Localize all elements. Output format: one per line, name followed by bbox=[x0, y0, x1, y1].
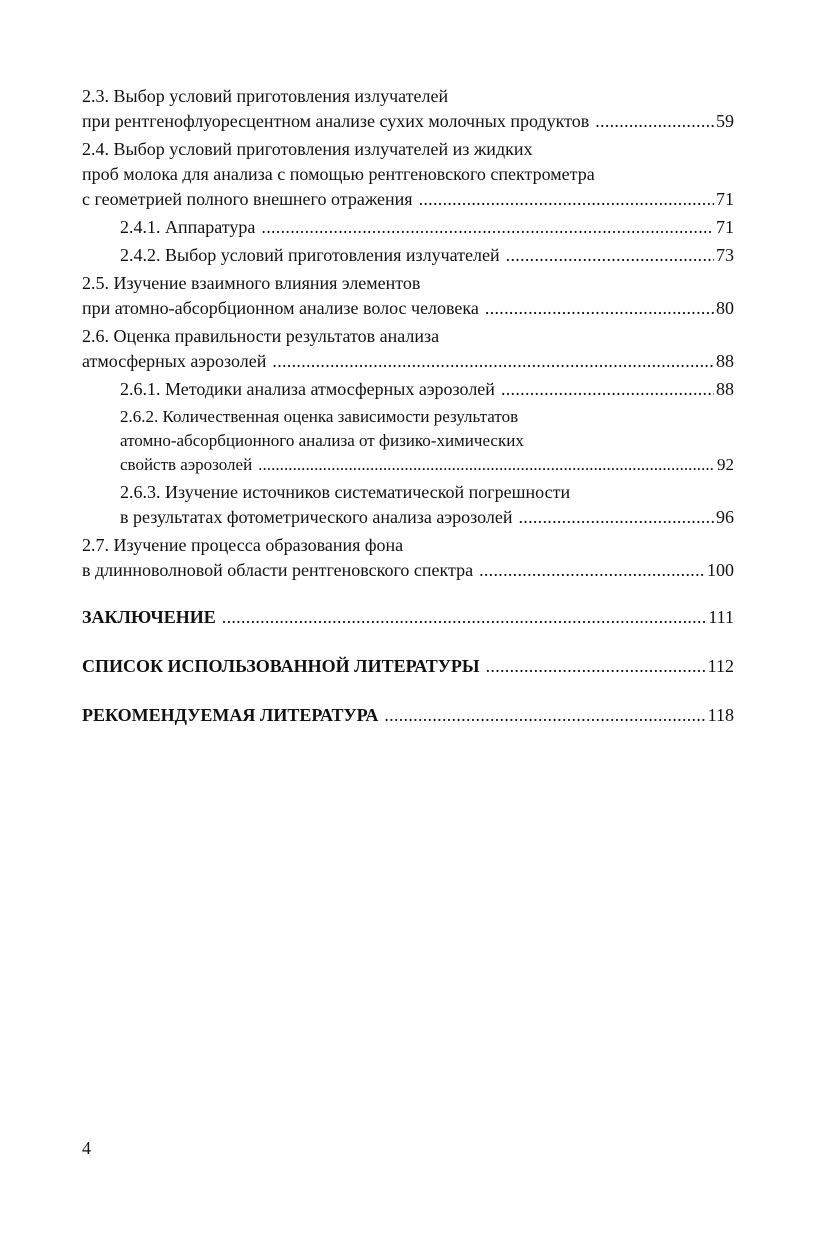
toc-entry-line bbox=[82, 349, 734, 374]
toc-page-number: 80 bbox=[716, 298, 734, 318]
toc-entry bbox=[82, 271, 734, 321]
toc-entry-text: ЗАКЛЮЧЕНИЕ bbox=[82, 607, 216, 627]
toc-section-heading bbox=[82, 654, 734, 679]
dot-leader bbox=[485, 296, 714, 321]
toc-entry bbox=[82, 480, 734, 530]
toc-entry bbox=[82, 377, 734, 402]
toc-entry-text: 2.4.2. Выбор условий приготовления излучателей bbox=[120, 245, 500, 265]
dot-leader bbox=[419, 187, 714, 212]
toc-entry-text: СПИСОК ИСПОЛЬЗОВАННОЙ ЛИТЕРАТУРЫ bbox=[82, 656, 480, 676]
toc-entry-line bbox=[120, 243, 734, 268]
table-of-contents bbox=[82, 84, 734, 728]
toc-entry-line bbox=[82, 654, 734, 679]
toc-entry-line bbox=[120, 215, 734, 240]
toc-entry-text: 2.6. Оценка правильности результатов анализа bbox=[82, 326, 440, 346]
toc-entry-text: атмосферных аэрозолей bbox=[82, 351, 267, 371]
toc-entry bbox=[82, 137, 734, 212]
dot-leader bbox=[384, 703, 705, 728]
toc-entry-text: в длинноволновой области рентгеновского спектра bbox=[82, 560, 474, 580]
toc-entry-text: 2.6.3. Изучение источников систематической погрешности bbox=[120, 482, 571, 502]
toc-entry bbox=[82, 324, 734, 374]
toc-entry-line bbox=[120, 453, 734, 477]
toc-entry-text: 2.6.2. Количественная оценка зависимости результатов bbox=[120, 407, 519, 426]
toc-entry-line bbox=[82, 703, 734, 728]
toc-page-number: 73 bbox=[716, 245, 734, 265]
toc-entry-text: 2.5. Изучение взаимного влияния элементов bbox=[82, 273, 421, 293]
toc-entry-text: 2.3. Выбор условий приготовления излучателей bbox=[82, 86, 449, 106]
dot-leader bbox=[258, 453, 715, 477]
dot-leader bbox=[595, 109, 714, 134]
toc-entry-line bbox=[82, 558, 734, 583]
dot-leader bbox=[261, 215, 714, 240]
toc-page-number: 88 bbox=[716, 379, 734, 399]
toc-page-number: 111 bbox=[708, 607, 734, 627]
toc-entry-line bbox=[82, 605, 734, 630]
dot-leader bbox=[506, 243, 714, 268]
toc-section-heading bbox=[82, 605, 734, 630]
toc-entry-text: при атомно-абсорбционном анализе волос человека bbox=[82, 298, 479, 318]
toc-entry-line bbox=[120, 377, 734, 402]
toc-page-number: 118 bbox=[707, 705, 734, 725]
toc-entry-text: при рентгенофлуоресцентном анализе сухих молочных продуктов bbox=[82, 111, 590, 131]
toc-page-number: 71 bbox=[716, 217, 734, 237]
dot-leader bbox=[486, 654, 706, 679]
toc-entry-text: 2.4. Выбор условий приготовления излучателей из жидких bbox=[82, 139, 533, 159]
toc-entry-text: РЕКОМЕНДУЕМАЯ ЛИТЕРАТУРА bbox=[82, 705, 379, 725]
toc-entry-text: с геометрией полного внешнего отражения bbox=[82, 189, 413, 209]
toc-entry bbox=[82, 405, 734, 477]
toc-entry-text: проб молока для анализа с помощью рентгеновского спектрометра bbox=[82, 164, 595, 184]
toc-entry-text: атомно-абсорбционного анализа от физико-химических bbox=[120, 431, 524, 450]
dot-leader bbox=[501, 377, 714, 402]
toc-entry bbox=[82, 533, 734, 583]
toc-page-number: 112 bbox=[707, 656, 734, 676]
toc-entry-text: 2.7. Изучение процесса образования фона bbox=[82, 535, 404, 555]
dot-leader bbox=[518, 505, 714, 530]
page-number: 4 bbox=[82, 1138, 91, 1158]
toc-entry-text: 2.6.1. Методики анализа атмосферных аэрозолей bbox=[120, 379, 495, 399]
toc-page-number: 92 bbox=[717, 455, 734, 474]
toc-entry-line bbox=[120, 505, 734, 530]
toc-page-number: 88 bbox=[716, 351, 734, 371]
dot-leader bbox=[222, 605, 707, 630]
toc-entry bbox=[82, 243, 734, 268]
toc-entry-line bbox=[82, 296, 734, 321]
toc-entry bbox=[82, 84, 734, 134]
toc-page-number: 59 bbox=[716, 111, 734, 131]
toc-page-number: 71 bbox=[716, 189, 734, 209]
toc-section-heading bbox=[82, 703, 734, 728]
toc-entry-line bbox=[82, 187, 734, 212]
toc-entry-text: в результатах фотометрического анализа аэрозолей bbox=[120, 507, 513, 527]
toc-entry-text: 2.4.1. Аппаратура bbox=[120, 217, 256, 237]
toc-page-number: 100 bbox=[707, 560, 734, 580]
toc-entry bbox=[82, 215, 734, 240]
toc-page-number: 96 bbox=[716, 507, 734, 527]
toc-entry-text: свойств аэрозолей bbox=[120, 455, 253, 474]
dot-leader bbox=[479, 558, 705, 583]
dot-leader bbox=[272, 349, 714, 374]
toc-entry-line bbox=[82, 109, 734, 134]
